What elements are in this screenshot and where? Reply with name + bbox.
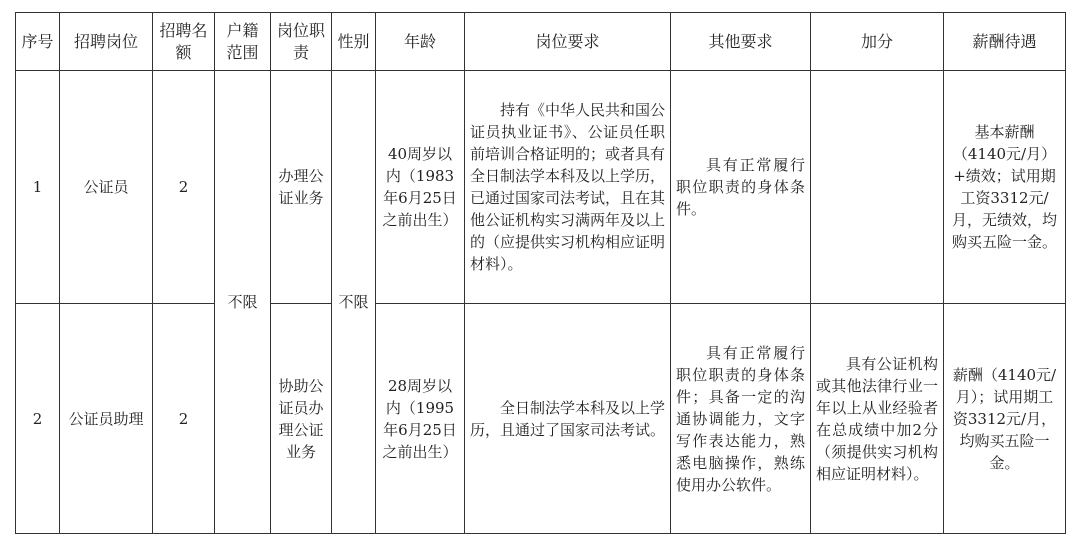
header-position: 招聘岗位 xyxy=(60,13,153,71)
row-age: 28周岁以内（1995年6月25日之前出生） xyxy=(376,304,465,534)
hukou-cell: 不限 xyxy=(215,71,271,534)
header-hukou: 户籍范围 xyxy=(215,13,271,71)
gender-cell: 不限 xyxy=(332,71,376,534)
row-requirement: 持有《中华人民共和国公证员执业证书》、公证员任职前培训合格证明的；或者具有全日制法学本科及以上学历，已通过国家司法考试，且在其他公证机构实习满两年及以上的（应提供实习机构相应证明材料）。 xyxy=(465,71,671,304)
header-salary: 薪酬待遇 xyxy=(944,13,1066,71)
row-position: 公证员助理 xyxy=(60,304,153,534)
header-duty: 岗位职责 xyxy=(271,13,332,71)
row-position: 公证员 xyxy=(60,71,153,304)
header-requirement: 岗位要求 xyxy=(465,13,671,71)
header-age: 年龄 xyxy=(376,13,465,71)
header-quota: 招聘名额 xyxy=(153,13,215,71)
row-requirement: 全日制法学本科及以上学历，且通过了国家司法考试。 xyxy=(465,304,671,534)
row-duty: 协助公证员办理公证业务 xyxy=(271,304,332,534)
header-other: 其他要求 xyxy=(671,13,811,71)
table-row xyxy=(16,71,1066,304)
row-other: 具有正常履行职位职责的身体条件。 xyxy=(671,71,811,304)
row-other: 具有正常履行职位职责的身体条件；具备一定的沟通协调能力，文字写作表达能力，熟悉电脑操作，熟练使用办公软件。 xyxy=(671,304,811,534)
row-seq: 2 xyxy=(16,304,60,534)
header-gender: 性别 xyxy=(332,13,376,71)
header-seq: 序号 xyxy=(16,13,60,71)
row-quota: 2 xyxy=(153,304,215,534)
row-salary: 薪酬（4140元/月）；试用期工资3312元/月，均购买五险一金。 xyxy=(944,304,1066,534)
recruitment-table xyxy=(15,12,1066,534)
row-duty: 办理公证业务 xyxy=(271,71,332,304)
header-row xyxy=(16,13,1066,71)
row-salary: 基本薪酬（4140元/月）+绩效；试用期工资3312元/月，无绩效，均购买五险一金。 xyxy=(944,71,1066,304)
row-bonus: 具有公证机构或其他法律行业一年以上从业经验者在总成绩中加2分（须提供实习机构相应证明材料）。 xyxy=(811,304,944,534)
row-quota: 2 xyxy=(153,71,215,304)
header-bonus: 加分 xyxy=(811,13,944,71)
table-row xyxy=(16,304,1066,534)
row-bonus xyxy=(811,71,944,304)
row-seq: 1 xyxy=(16,71,60,304)
row-age: 40周岁以内（1983年6月25日之前出生） xyxy=(376,71,465,304)
